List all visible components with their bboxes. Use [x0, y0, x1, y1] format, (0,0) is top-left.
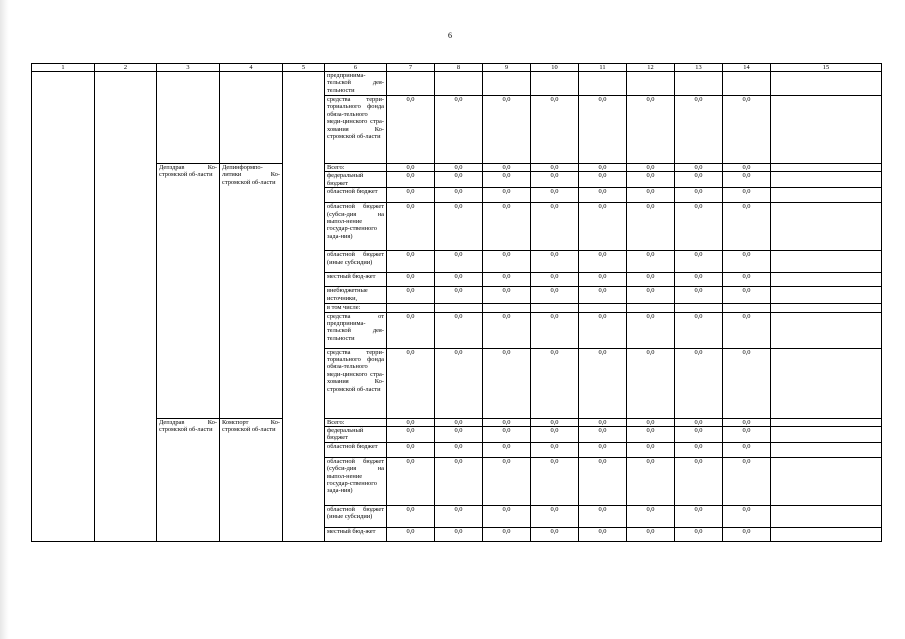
col1-cell	[32, 72, 95, 542]
value-cell: 0,0	[723, 527, 771, 541]
value-cell: 0,0	[579, 188, 627, 203]
value-cell: 0,0	[531, 203, 579, 251]
value-cell: 0,0	[483, 251, 531, 273]
value-cell: 0,0	[579, 427, 627, 443]
value-cell	[483, 72, 531, 96]
funding-source-cell: областной бюджет (субси-дия на выпол-нение государ-ственного зада-ния)	[325, 457, 387, 505]
value-cell: 0,0	[675, 203, 723, 251]
value-cell: 0,0	[723, 457, 771, 505]
value-cell: 0,0	[531, 457, 579, 505]
value-cell: 0,0	[579, 527, 627, 541]
col15-cell	[771, 164, 882, 172]
funding-source-cell: федеральный бюджет	[325, 427, 387, 443]
funding-source-cell: местный бюд-жет	[325, 527, 387, 541]
col15-cell	[771, 287, 882, 304]
value-cell: 0,0	[483, 96, 531, 164]
value-cell: 0,0	[627, 96, 675, 164]
funding-source-cell: средства терри-ториального фонда обяза-тельного меди-цинского стра-хования Ко-стромской об-ласти	[325, 96, 387, 164]
value-cell: 0,0	[579, 348, 627, 418]
value-cell: 0,0	[723, 96, 771, 164]
value-cell: 0,0	[627, 442, 675, 457]
funding-source-cell: областной бюджет	[325, 442, 387, 457]
value-cell: 0,0	[723, 203, 771, 251]
value-cell	[627, 72, 675, 96]
value-cell: 0,0	[387, 251, 435, 273]
value-cell: 0,0	[483, 505, 531, 527]
value-cell: 0,0	[627, 172, 675, 188]
column-header: 8	[435, 64, 483, 72]
value-cell	[387, 304, 435, 312]
column-header: 2	[95, 64, 157, 72]
col15-cell	[771, 203, 882, 251]
funding-source-cell: Всего:	[325, 164, 387, 172]
value-cell: 0,0	[675, 527, 723, 541]
value-cell: 0,0	[483, 164, 531, 172]
col15-cell	[771, 527, 882, 541]
value-cell: 0,0	[387, 164, 435, 172]
value-cell: 0,0	[675, 96, 723, 164]
value-cell: 0,0	[579, 312, 627, 348]
value-cell: 0,0	[435, 312, 483, 348]
value-cell: 0,0	[435, 442, 483, 457]
value-cell: 0,0	[627, 505, 675, 527]
value-cell	[531, 72, 579, 96]
col15-cell	[771, 418, 882, 426]
executor-cell: Депздрав Ко-стромской об-ласти	[157, 164, 220, 419]
value-cell: 0,0	[723, 418, 771, 426]
value-cell: 0,0	[483, 427, 531, 443]
value-cell: 0,0	[627, 457, 675, 505]
column-header: 5	[283, 64, 325, 72]
value-cell: 0,0	[387, 427, 435, 443]
value-cell: 0,0	[675, 287, 723, 304]
col15-cell	[771, 348, 882, 418]
value-cell: 0,0	[483, 312, 531, 348]
value-cell: 0,0	[531, 273, 579, 287]
value-cell: 0,0	[675, 442, 723, 457]
value-cell: 0,0	[531, 287, 579, 304]
value-cell: 0,0	[387, 527, 435, 541]
value-cell: 0,0	[387, 312, 435, 348]
value-cell: 0,0	[627, 251, 675, 273]
budget-table	[31, 63, 882, 542]
value-cell: 0,0	[627, 312, 675, 348]
value-cell: 0,0	[483, 287, 531, 304]
value-cell: 0,0	[579, 251, 627, 273]
value-cell: 0,0	[483, 457, 531, 505]
value-cell: 0,0	[627, 188, 675, 203]
value-cell: 0,0	[531, 418, 579, 426]
value-cell: 0,0	[675, 172, 723, 188]
value-cell: 0,0	[531, 188, 579, 203]
value-cell	[579, 304, 627, 312]
value-cell: 0,0	[723, 312, 771, 348]
col15-cell	[771, 457, 882, 505]
value-cell	[723, 304, 771, 312]
funding-source-cell: областной бюджет (иные субсидии)	[325, 505, 387, 527]
value-cell: 0,0	[435, 188, 483, 203]
col15-cell	[771, 505, 882, 527]
value-cell: 0,0	[579, 96, 627, 164]
column-header: 14	[723, 64, 771, 72]
value-cell: 0,0	[627, 164, 675, 172]
value-cell: 0,0	[483, 188, 531, 203]
value-cell	[387, 72, 435, 96]
executor-cell: Депздрав Ко-стромской об-ласти	[157, 418, 220, 541]
table-row	[32, 418, 882, 426]
table-row	[32, 164, 882, 172]
value-cell: 0,0	[675, 273, 723, 287]
value-cell: 0,0	[723, 442, 771, 457]
value-cell: 0,0	[387, 505, 435, 527]
value-cell: 0,0	[531, 348, 579, 418]
funding-source-cell: в том числе:	[325, 304, 387, 312]
value-cell: 0,0	[579, 287, 627, 304]
value-cell: 0,0	[531, 164, 579, 172]
value-cell: 0,0	[435, 505, 483, 527]
value-cell: 0,0	[675, 427, 723, 443]
value-cell: 0,0	[483, 418, 531, 426]
value-cell	[435, 72, 483, 96]
value-cell: 0,0	[435, 273, 483, 287]
value-cell	[723, 72, 771, 96]
value-cell: 0,0	[483, 348, 531, 418]
value-cell	[675, 72, 723, 96]
value-cell: 0,0	[435, 418, 483, 426]
column-header: 1	[32, 64, 95, 72]
value-cell: 0,0	[723, 188, 771, 203]
col15-cell	[771, 251, 882, 273]
scan-page-edge	[0, 0, 9, 639]
funding-source-cell: областной бюджет (иные субсидии)	[325, 251, 387, 273]
value-cell: 0,0	[723, 251, 771, 273]
value-cell: 0,0	[483, 273, 531, 287]
value-cell: 0,0	[435, 457, 483, 505]
value-cell: 0,0	[387, 203, 435, 251]
funding-source-cell: федеральный бюджет	[325, 172, 387, 188]
value-cell: 0,0	[579, 442, 627, 457]
col15-cell	[771, 72, 882, 96]
value-cell: 0,0	[435, 527, 483, 541]
value-cell: 0,0	[579, 164, 627, 172]
value-cell: 0,0	[387, 348, 435, 418]
value-cell: 0,0	[435, 164, 483, 172]
value-cell: 0,0	[387, 287, 435, 304]
column-header: 12	[627, 64, 675, 72]
value-cell: 0,0	[531, 442, 579, 457]
value-cell: 0,0	[387, 188, 435, 203]
value-cell: 0,0	[435, 203, 483, 251]
value-cell	[675, 304, 723, 312]
value-cell: 0,0	[387, 273, 435, 287]
value-cell	[483, 304, 531, 312]
column-header: 15	[771, 64, 882, 72]
column-header: 7	[387, 64, 435, 72]
value-cell: 0,0	[627, 273, 675, 287]
col15-cell	[771, 312, 882, 348]
col15-cell	[771, 427, 882, 443]
value-cell: 0,0	[675, 251, 723, 273]
value-cell: 0,0	[387, 442, 435, 457]
value-cell	[435, 304, 483, 312]
value-cell: 0,0	[723, 172, 771, 188]
value-cell: 0,0	[723, 273, 771, 287]
value-cell: 0,0	[531, 312, 579, 348]
table-row	[32, 72, 882, 96]
value-cell: 0,0	[435, 172, 483, 188]
col2-cell	[95, 72, 157, 542]
value-cell: 0,0	[483, 442, 531, 457]
page-number: 6	[448, 31, 452, 40]
funding-source-cell: областной бюджет	[325, 188, 387, 203]
value-cell: 0,0	[483, 172, 531, 188]
value-cell: 0,0	[435, 251, 483, 273]
value-cell: 0,0	[483, 203, 531, 251]
value-cell: 0,0	[627, 418, 675, 426]
value-cell	[579, 72, 627, 96]
value-cell: 0,0	[579, 203, 627, 251]
col15-cell	[771, 172, 882, 188]
value-cell: 0,0	[579, 172, 627, 188]
value-cell: 0,0	[579, 505, 627, 527]
funding-source-cell: предпринима-тельской дея-тельности	[325, 72, 387, 96]
col3-cell	[157, 72, 220, 164]
value-cell: 0,0	[627, 527, 675, 541]
funding-source-cell: областной бюджет (субси-дия на выпол-нение государ-ственного зада-ния)	[325, 203, 387, 251]
column-header: 13	[675, 64, 723, 72]
value-cell: 0,0	[675, 348, 723, 418]
col15-cell	[771, 442, 882, 457]
value-cell: 0,0	[723, 348, 771, 418]
value-cell: 0,0	[723, 505, 771, 527]
value-cell: 0,0	[435, 348, 483, 418]
column-number-row	[32, 64, 882, 72]
value-cell: 0,0	[723, 427, 771, 443]
value-cell: 0,0	[675, 457, 723, 505]
col15-cell	[771, 96, 882, 164]
value-cell: 0,0	[675, 418, 723, 426]
column-header: 4	[220, 64, 283, 72]
value-cell: 0,0	[387, 172, 435, 188]
value-cell: 0,0	[627, 203, 675, 251]
value-cell: 0,0	[531, 172, 579, 188]
funding-source-cell: местный бюд-жет	[325, 273, 387, 287]
value-cell: 0,0	[579, 418, 627, 426]
column-header: 10	[531, 64, 579, 72]
value-cell: 0,0	[387, 418, 435, 426]
value-cell: 0,0	[627, 348, 675, 418]
funding-source-cell: средства терри-ториального фонда обяза-тельного меди-цинского стра-хования Ко-стромской об-ласти	[325, 348, 387, 418]
value-cell: 0,0	[531, 527, 579, 541]
column-header: 11	[579, 64, 627, 72]
value-cell: 0,0	[531, 96, 579, 164]
value-cell: 0,0	[531, 251, 579, 273]
value-cell: 0,0	[435, 427, 483, 443]
value-cell: 0,0	[531, 427, 579, 443]
value-cell: 0,0	[627, 427, 675, 443]
value-cell: 0,0	[435, 287, 483, 304]
col15-cell	[771, 273, 882, 287]
column-header: 6	[325, 64, 387, 72]
col15-cell	[771, 304, 882, 312]
funding-source-cell: внебюджетные источники,	[325, 287, 387, 304]
value-cell: 0,0	[723, 164, 771, 172]
value-cell: 0,0	[531, 505, 579, 527]
value-cell: 0,0	[675, 312, 723, 348]
value-cell: 0,0	[675, 188, 723, 203]
col4-cell	[220, 72, 283, 164]
participant-cell: Депинформпо-литики Ко-стромской об-ласти	[220, 164, 283, 419]
value-cell: 0,0	[483, 527, 531, 541]
participant-cell: Комспорт Ко-стромской об-ласти	[220, 418, 283, 541]
value-cell	[627, 304, 675, 312]
funding-source-cell: средства от предпринима-тельской дея-тельности	[325, 312, 387, 348]
funding-source-cell: Всего:	[325, 418, 387, 426]
value-cell: 0,0	[723, 287, 771, 304]
value-cell: 0,0	[579, 273, 627, 287]
col5-cell	[283, 72, 325, 542]
value-cell: 0,0	[627, 287, 675, 304]
column-header: 9	[483, 64, 531, 72]
value-cell: 0,0	[435, 96, 483, 164]
value-cell: 0,0	[579, 457, 627, 505]
col15-cell	[771, 188, 882, 203]
value-cell	[531, 304, 579, 312]
value-cell: 0,0	[675, 505, 723, 527]
column-header: 3	[157, 64, 220, 72]
value-cell: 0,0	[675, 164, 723, 172]
value-cell: 0,0	[387, 457, 435, 505]
value-cell: 0,0	[387, 96, 435, 164]
